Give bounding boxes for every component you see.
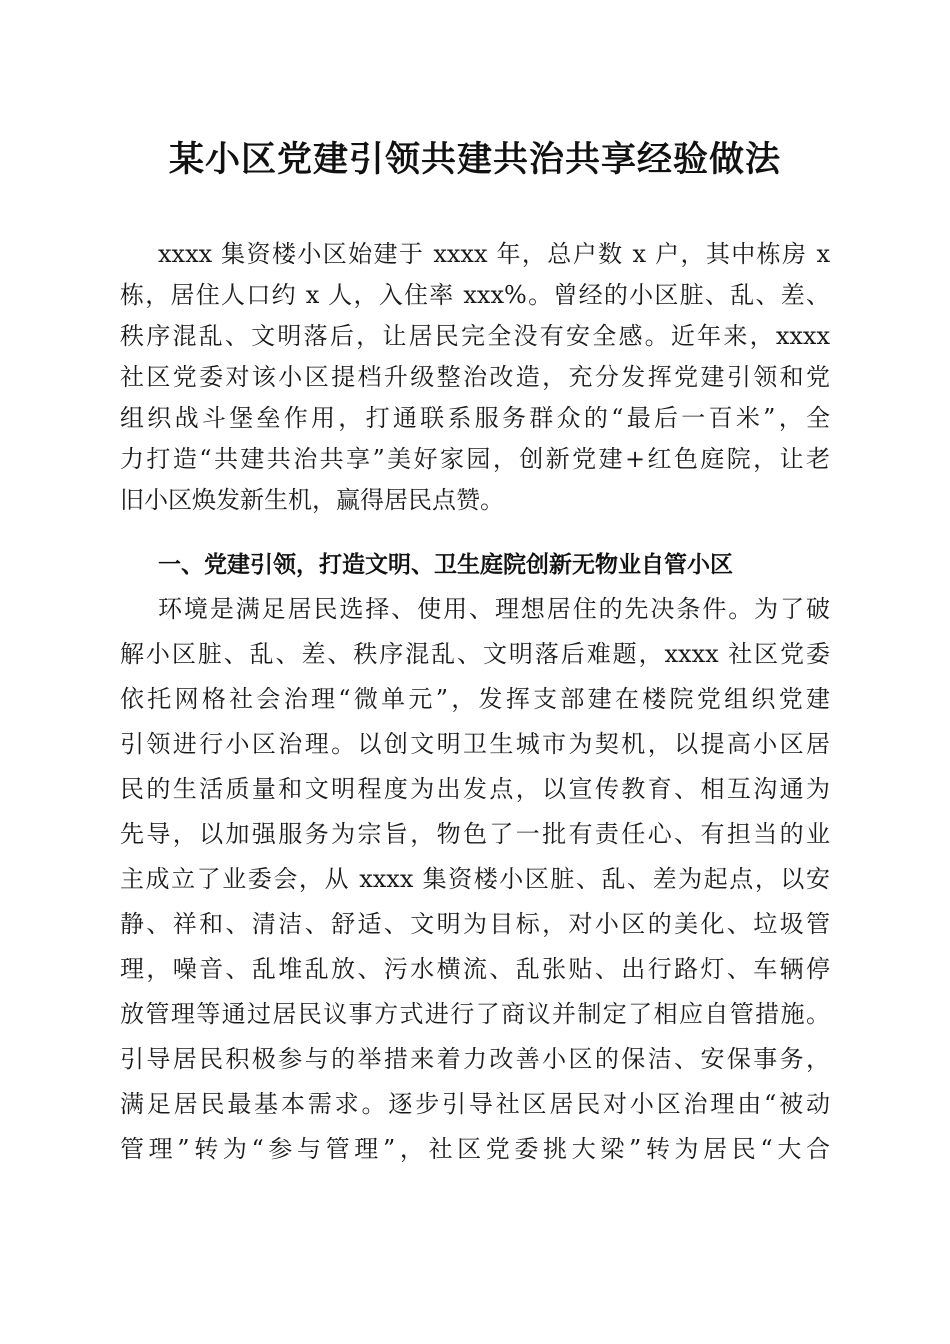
paragraph-line: 组织战斗堡垒作用，打通联系服务群众的“最后一百米”，全 <box>120 404 830 432</box>
paragraph-line: 先导，以加强服务为宗旨，物色了一批有责任心、有担当的业 <box>120 820 830 848</box>
paragraph-line: 力打造“共建共治共享”美好家园，创新党建+红色庭院，让老 <box>120 445 830 473</box>
document-title: 某小区党建引领共建共治共享经验做法 <box>168 139 781 180</box>
paragraph-line: 满足居民最基本需求。逐步引导社区居民对小区治理由“被动 <box>120 1090 830 1118</box>
paragraph-line: 静、祥和、清洁、舒适、文明为目标，对小区的美化、垃圾管 <box>120 910 830 938</box>
section-heading: 一、党建引领，打造文明、卫生庭院创新无物业自管小区 <box>158 552 733 578</box>
paragraph-line: 社区党委对该小区提档升级整治改造，充分发挥党建引领和党 <box>120 363 830 391</box>
paragraph-line: 秩序混乱、文明落后，让居民完全没有安全感。近年来，xxxx <box>120 322 830 350</box>
paragraph-line: 民的生活质量和文明程度为出发点，以宣传教育、相互沟通为 <box>120 775 830 803</box>
paragraph-line: 理，噪音、乱堆乱放、污水横流、乱张贴、出行路灯、车辆停 <box>120 955 830 983</box>
paragraph-line: 引领进行小区治理。以创文明卫生城市为契机，以提高小区居 <box>120 730 830 758</box>
paragraph-line: xxxx 集资楼小区始建于 xxxx 年，总户数 x 户，其中栋房 x <box>158 240 830 268</box>
paragraph-line: 放管理等通过居民议事方式进行了商议并制定了相应自管措施。 <box>120 1000 830 1028</box>
paragraph-line: 引导居民积极参与的举措来着力改善小区的保洁、安保事务， <box>120 1045 830 1073</box>
paragraph-line: 环境是满足居民选择、使用、理想居住的先决条件。为了破 <box>158 595 830 623</box>
paragraph-line: 旧小区焕发新生机，赢得居民点赞。 <box>120 486 504 514</box>
paragraph-line: 管理”转为“参与管理”，社区党委挑大梁”转为居民“大合 <box>120 1135 830 1163</box>
paragraph-line: 解小区脏、乱、差、秩序混乱、文明落后难题，xxxx 社区党委 <box>120 640 830 668</box>
paragraph-line: 依托网格社会治理“微单元”，发挥支部建在楼院党组织党建 <box>120 685 830 713</box>
paragraph-line: 主成立了业委会，从 xxxx 集资楼小区脏、乱、差为起点，以安 <box>120 865 830 893</box>
paragraph-line: 栋，居住人口约 x 人，入住率 xxx%。曾经的小区脏、乱、差、 <box>120 281 830 309</box>
